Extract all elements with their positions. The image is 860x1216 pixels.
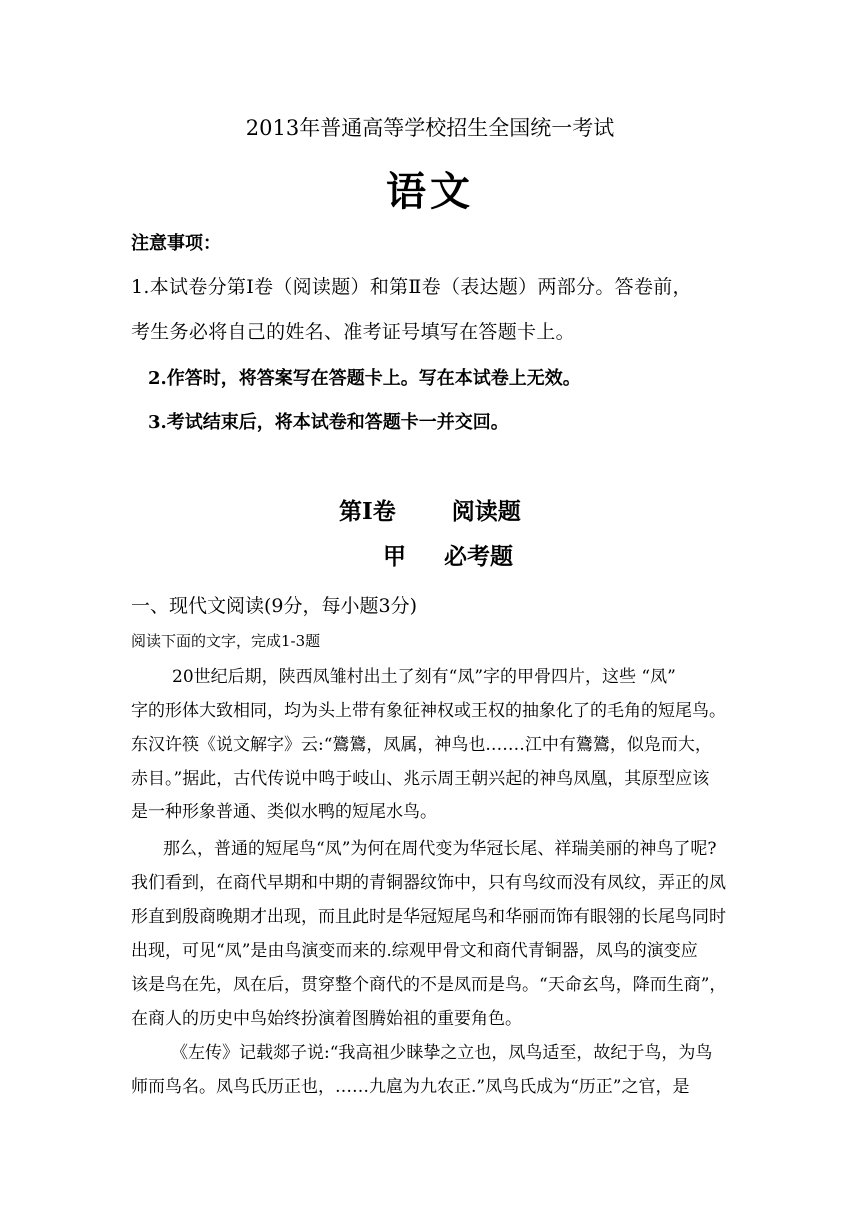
exam-title: 2013年普通高等学校招生全国统一考试 [245,116,615,140]
volume-heading [339,493,521,526]
notice-heading: 注意事项： [131,233,221,254]
passage-line: 那么，普通的短尾鸟“凤”为何在周代变为华冠长尾、祥瑞美丽的神鸟了呢? [163,839,717,859]
passage-line: 师而鸟名。凤鸟氏历正也，……九扈为九农正.”凤鸟氏成为“历正”之官，是 [131,1077,690,1097]
notice-item-2: 2.作答时，将答案写在答题卡上。写在本试卷上无效。 [148,368,581,389]
passage-line: 赤目。”据此，古代传说中鸣于岐山、兆示周王朝兴起的神鸟凤凰，其原型应该 [131,769,710,789]
passage-line: 形直到殷商晚期才出现，而且此时是华冠短尾鸟和华丽而饰有眼翎的长尾鸟同时 [131,907,726,927]
notice-item-1-line-1: 1.本试卷分第Ⅰ卷（阅读题）和第Ⅱ卷（表达题）两部分。答卷前， [131,276,692,298]
volume-name: 阅读题 [451,498,521,525]
section-heading [383,538,513,571]
notice-item-1-line-2: 考生务必将自己的姓名、准考证号填写在答题卡上。 [131,321,575,343]
notice-item-3: 3.考试结束后，将本试卷和答题卡一并交回。 [148,412,509,433]
passage-line: 该是鸟在先，凤在后，贯穿整个商代的不是凤而是鸟。“天命玄鸟，降而生商”， [131,975,727,995]
passage-line: 《左传》记载郯子说:“我高祖少睐挚之立也，凤鸟适至，故纪于鸟，为鸟 [171,1043,713,1063]
passage-line: 在商人的历史中鸟始终扮演着图腾始祖的重要角色。 [131,1009,522,1029]
passage-line: 我们看到，在商代早期和中期的青铜器纹饰中，只有鸟纹而没有凤纹，弄正的凤 [131,873,726,893]
volume-label: 第Ⅰ卷 [339,498,396,525]
section-label: 甲 [383,543,406,570]
section-name: 必考题 [444,543,513,570]
passage-line: 20世纪后期，陕西凤雏村出土了刻有“凤”字的甲骨四片，这些 “凤” [172,667,676,687]
passage-line: 是一种形象普通、类似水鸭的短尾水鸟。 [131,802,437,822]
reading-instruction: 阅读下面的文字，完成1-3题 [131,632,321,650]
passage-line: 字的形体大致相同，均为头上带有象征神权或王权的抽象化了的毛角的短尾鸟。 [131,701,726,721]
part-one-title: 一、现代文阅读(9分，每小题3分) [131,595,418,617]
passage-line: 出现，可见“凤”是由鸟演变而来的.综观甲骨文和商代青铜器，凤鸟的演变应 [131,941,698,961]
passage-line: 东汉许筷《说文解字》云:“鷟鷟，凤属，神鸟也.……江中有鷟鷟，似凫而大， [131,735,712,755]
subject-title: 语文 [386,168,474,215]
